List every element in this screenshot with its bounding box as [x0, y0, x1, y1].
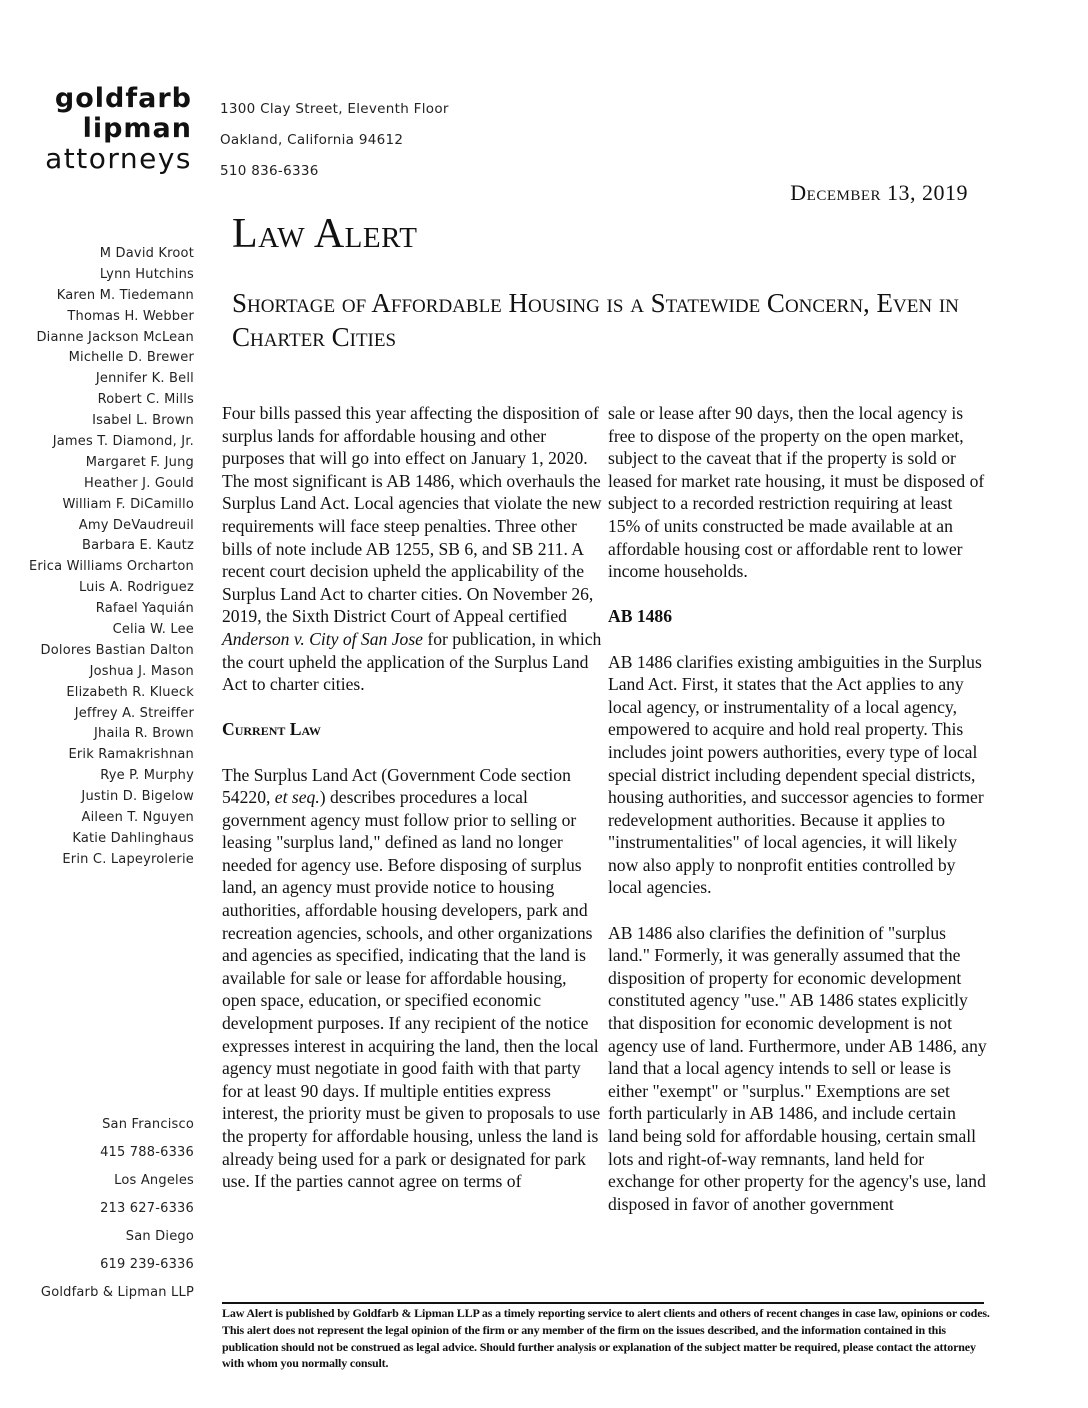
attorney-name: James T. Diamond, Jr. [52, 434, 194, 450]
address-street: 1300 Clay Street, Eleventh Floor [220, 101, 449, 117]
attorney-roster [0, 244, 194, 871]
office-phone: 213 627-6336 [100, 1201, 194, 1216]
intro-text-b: for publication, in which the court upheld the application of the Surplus Land Act to charter cities. [222, 628, 602, 695]
ab1486-paragraph-2: AB 1486 also clarifies the definition of "surplus land." Formerly, it was generally assumed that the disposition of property for economic development constituted agency "use." AB 1486 states explicitly that disposition for economic development is not agency use of land. Furthermore, under AB 1486, any land that a local agency intends to sell or lease is either "exempt" or "surplus." Exemptions are set forth particularly in AB 1486, and include certain land being sold for affordable housing, certain small lots and right-of-way remnants, land held for exchange for other property for the agency's use, land disposed in favor of another government [608, 922, 987, 1214]
current-law-paragraph [222, 764, 602, 1193]
attorney-name: M David Kroot [99, 246, 194, 261]
intro-paragraph [222, 402, 602, 696]
section-heading-current-law: Current Law [222, 719, 321, 740]
attorney-name: Jeffrey A. Streiffer [74, 705, 194, 721]
intro-text-a: Four bills passed this year affecting the disposition of surplus lands for affordable housing and other purposes that will go into effect on January 1, 2020. The most significant is AB 1486, which overhauls the Surplus Land Act. Local agencies that violate the new requirements will face steep penalties. Three other bills of note include AB 1255, SB 6, and SB 211. A recent court decision upheld the applicability of the Surplus Land Act to charter cities. On November 26, 2019, the Sixth District Court of Appeal certified [222, 403, 602, 627]
footer-divider [222, 1302, 984, 1304]
current-law-continued: sale or lease after 90 days, then the local agency is free to dispose of the property on the open market, subject to the caveat that if the property is sold or leased for market rate housing, it must be disposed of subject to a recorded restriction requiring at least 15% of units constructed be made available at an affordable housing cost or affordable rent to lower income households. [608, 403, 985, 582]
office-list [0, 1111, 194, 1307]
office-phone: 415 788-6336 [100, 1145, 194, 1160]
attorney-name: Amy DeVaudreuil [78, 517, 194, 533]
attorney-name: Lynn Hutchins [99, 266, 194, 282]
current-law-text-b: ) describes procedures a local government agency must follow prior to selling or leasing "surplus land," defined as land no longer needed for agency use. Before disposing of surplus land, an agency must provide notice to housing authorities, affordable housing developers, park and recreation agencies, schools, and other organizations and agencies as specified, indicating that the land is available for sale or lease for affordable housing, open space, education, or specified economic development purposes. If any recipient of the notice expresses interest in acquiring the land, then the local agency must negotiate in good faith with that party for at least 90 days. If multiple entities express interest, the priority must be given to proposals to use the property for affordable housing, unless the land is already being used for a park or designated for park use. If the parties cannot agree on terms of [222, 787, 601, 1192]
ab1486-paragraph-1: AB 1486 clarifies existing ambiguities in the Surplus Land Act. First, it states that the Act applies to any local agency, or instrumentality of a local agency, empowered to acquire and hold real property. This includes joint powers authorities, every type of local special district including dependent special districts, housing authorities, and successor agencies to former redevelopment authorities. Because it applies to "instrumentalities" of local agencies, it will likely now also apply to nonprofit entities controlled by local agencies. [608, 651, 984, 898]
address-phone: 510 836-6336 [220, 163, 319, 179]
attorney-name: Aileen T. Nguyen [81, 810, 194, 826]
attorney-name: Rafael Yaquián [95, 601, 194, 617]
attorney-name: Thomas H. Webber [67, 308, 194, 324]
attorney-name: Barbara E. Kautz [82, 538, 194, 554]
attorney-name: Katie Dahlinghaus [72, 830, 194, 846]
office-city: San Francisco [102, 1117, 194, 1132]
attorney-name: Rye P. Murphy [100, 768, 194, 784]
body-column-left [222, 402, 602, 1193]
attorney-name: Erica Williams Orcharton [28, 559, 194, 575]
address-city: Oakland, California 94612 [220, 132, 404, 148]
attorney-name: Dolores Bastian Dalton [40, 642, 194, 658]
attorney-name: Joshua J. Mason [89, 663, 194, 679]
attorney-name: Erik Ramakrishnan [68, 747, 194, 763]
page-title: Law Alert [232, 211, 418, 257]
article-headline: Shortage of Affordable Housing is a Statewide Concern, Even in Charter Cities [232, 288, 959, 352]
case-name: Anderson v. City of San Jose [222, 628, 423, 649]
attorney-name: Isabel L. Brown [92, 413, 194, 429]
attorney-name: Jennifer K. Bell [95, 371, 194, 387]
office-city: Los Angeles [114, 1173, 194, 1188]
attorney-name: William F. DiCamillo [62, 496, 194, 512]
firm-logo [40, 84, 192, 174]
current-law-text-a: The Surplus Land Act (Government Code section 54220, [222, 764, 571, 808]
disclaimer: Law Alert is published by Goldfarb & Lipman LLP as a timely reporting service to alert clients and others of recent changes in case law, opinions or codes. This alert does not represent the legal opinion of the firm or any member of the firm on the issues described, and the information contained in this publication should not be construed as legal advice. Should further analysis or explanation of the subject matter be required, please contact the attorney with whom you normally consult. [222, 1306, 990, 1371]
logo-line-goldfarb: goldfarb [54, 83, 192, 114]
attorney-name: Margaret F. Jung [85, 454, 194, 470]
attorney-name: Justin D. Bigelow [81, 789, 194, 805]
attorney-name: Michelle D. Brewer [68, 350, 194, 366]
et-seq: et seq. [274, 787, 320, 808]
attorney-name: Heather J. Gould [84, 475, 194, 491]
body-column-right [608, 402, 988, 1215]
attorney-name: Robert C. Mills [97, 392, 194, 408]
section-heading-ab1486: AB 1486 [608, 606, 673, 627]
alert-date: December 13, 2019 [790, 180, 968, 205]
attorney-name: Erin C. Lapeyrolerie [62, 851, 194, 867]
attorney-name: Elizabeth R. Klueck [66, 684, 194, 700]
firm-address [220, 94, 449, 187]
attorney-name: Celia W. Lee [112, 622, 194, 638]
attorney-name: Karen M. Tiedemann [56, 287, 194, 303]
attorney-name: Luis A. Rodriguez [78, 580, 194, 596]
attorney-name: Jhaila R. Brown [94, 726, 194, 742]
office-phone: 619 239-6336 [100, 1257, 194, 1272]
firm-name: Goldfarb & Lipman LLP [40, 1285, 194, 1300]
office-city: San Diego [125, 1229, 194, 1244]
logo-line-attorneys: attorneys [45, 142, 192, 175]
attorney-name: Dianne Jackson McLean [36, 329, 194, 345]
logo-line-lipman: lipman [82, 113, 192, 144]
